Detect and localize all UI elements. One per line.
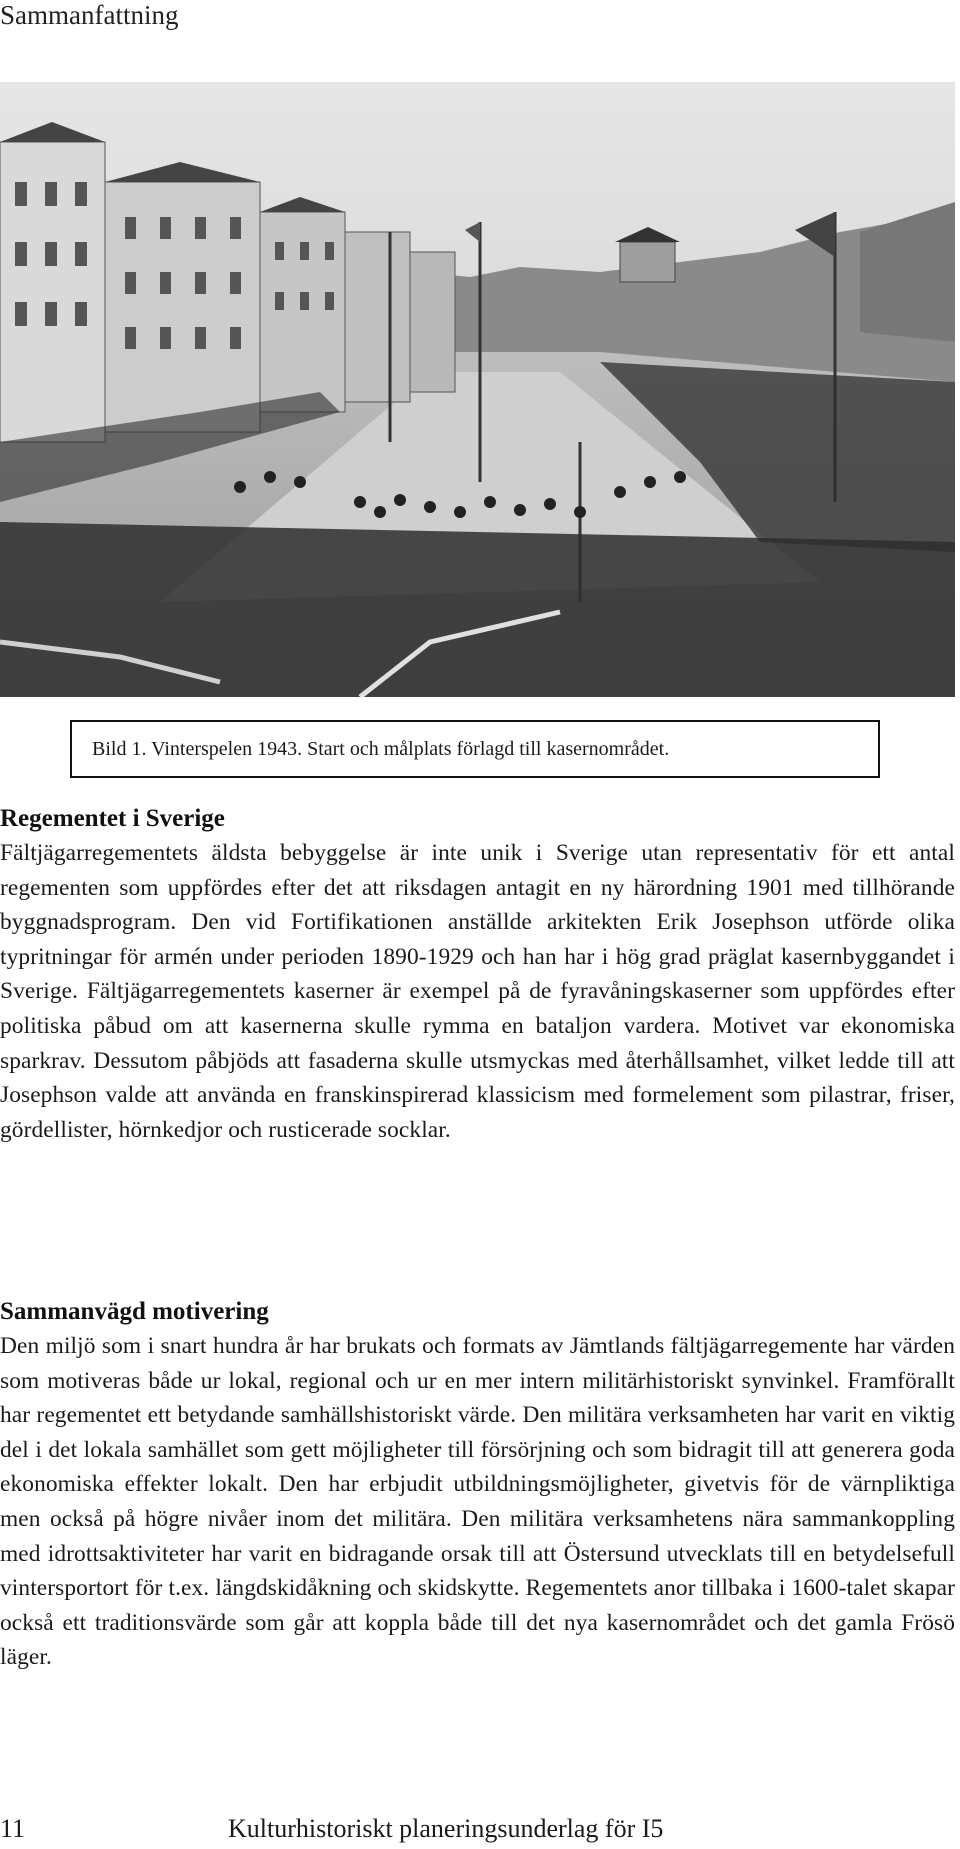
section-regementet-i-sverige xyxy=(0,804,955,1147)
section-body: Fältjägarregementets äldsta bebyggelse är inte unik i Sverige utan representativ för ett antal regementen som uppfördes efter det att riksdagen antagit en ny härordning 1901 med tillhörande byggnadsprogram. Den vid Fortifikationen anställde arkitekten Erik Josephson utförde olika typritningar för armén under perioden 1890-1929 och han har i hög grad präglat kasernbyggandet i Sverige. Fältjägarregementets kaserner är exempel på de fyravåningskaserner som uppfördes efter politiska påbud om att kasernerna skulle rymma en bataljon vardera. Motivet var ekonomiska sparkrav. Dessutom påbjöds att fasaderna skulle utsmyckas med återhållsamhet, vilket ledde till att Josephson valde att använda en franskinspirerad klassicism med formelement som pilastrar, friser, gördellister, hörnkedjor och rusticerade socklar. xyxy=(0,840,955,1143)
section-heading: Regementet i Sverige xyxy=(0,805,225,832)
document-title: Kulturhistoriskt planeringsunderlag för I5 xyxy=(228,1814,664,1843)
section-body: Den miljö som i snart hundra år har brukats och formats av Jämtlands fältjägarregemente har värden som motiveras både ur lokal, regional och ur en mer intern militärhistoriskt synvinkel. Framförallt har regementet ett betydande samhällshistoriskt värde. Den militära verksamheten har varit en viktig del i det lokala samhället som gett möjligheter till försörjning och som bidragit till att generera goda ekonomiska effekter lokalt. Den har erbjudit utbildningsmöjligheter, givetvis för de värnpliktiga men också på högre nivåer inom det militära. Den militära verksamhetens nära sammankoppling med idrottsaktiviteter har varit en bidragande orsak till att Östersund utvecklats till en betydelsefull vintersportort för t.ex. längdskidåkning och skidskytte. Regementets anor tillbaka i 1600-talet skapar också ett traditionsvärde som går att koppla både till det nya kasernområdet och det gamla Frösö läger. xyxy=(0,1333,955,1671)
page-footer xyxy=(0,1814,955,1844)
figure-caption-text: Bild 1. Vinterspelen 1943. Start och målplats förlagd till kasernområdet. xyxy=(92,738,670,760)
historical-photo xyxy=(0,82,955,697)
section-sammanvagd-motivering xyxy=(0,1297,955,1675)
figure-caption xyxy=(70,720,880,778)
running-head: Sammanfattning xyxy=(0,0,179,30)
page-number: 11 xyxy=(0,1814,26,1843)
section-heading: Sammanvägd motivering xyxy=(0,1298,269,1325)
photo-illustration xyxy=(0,82,955,697)
